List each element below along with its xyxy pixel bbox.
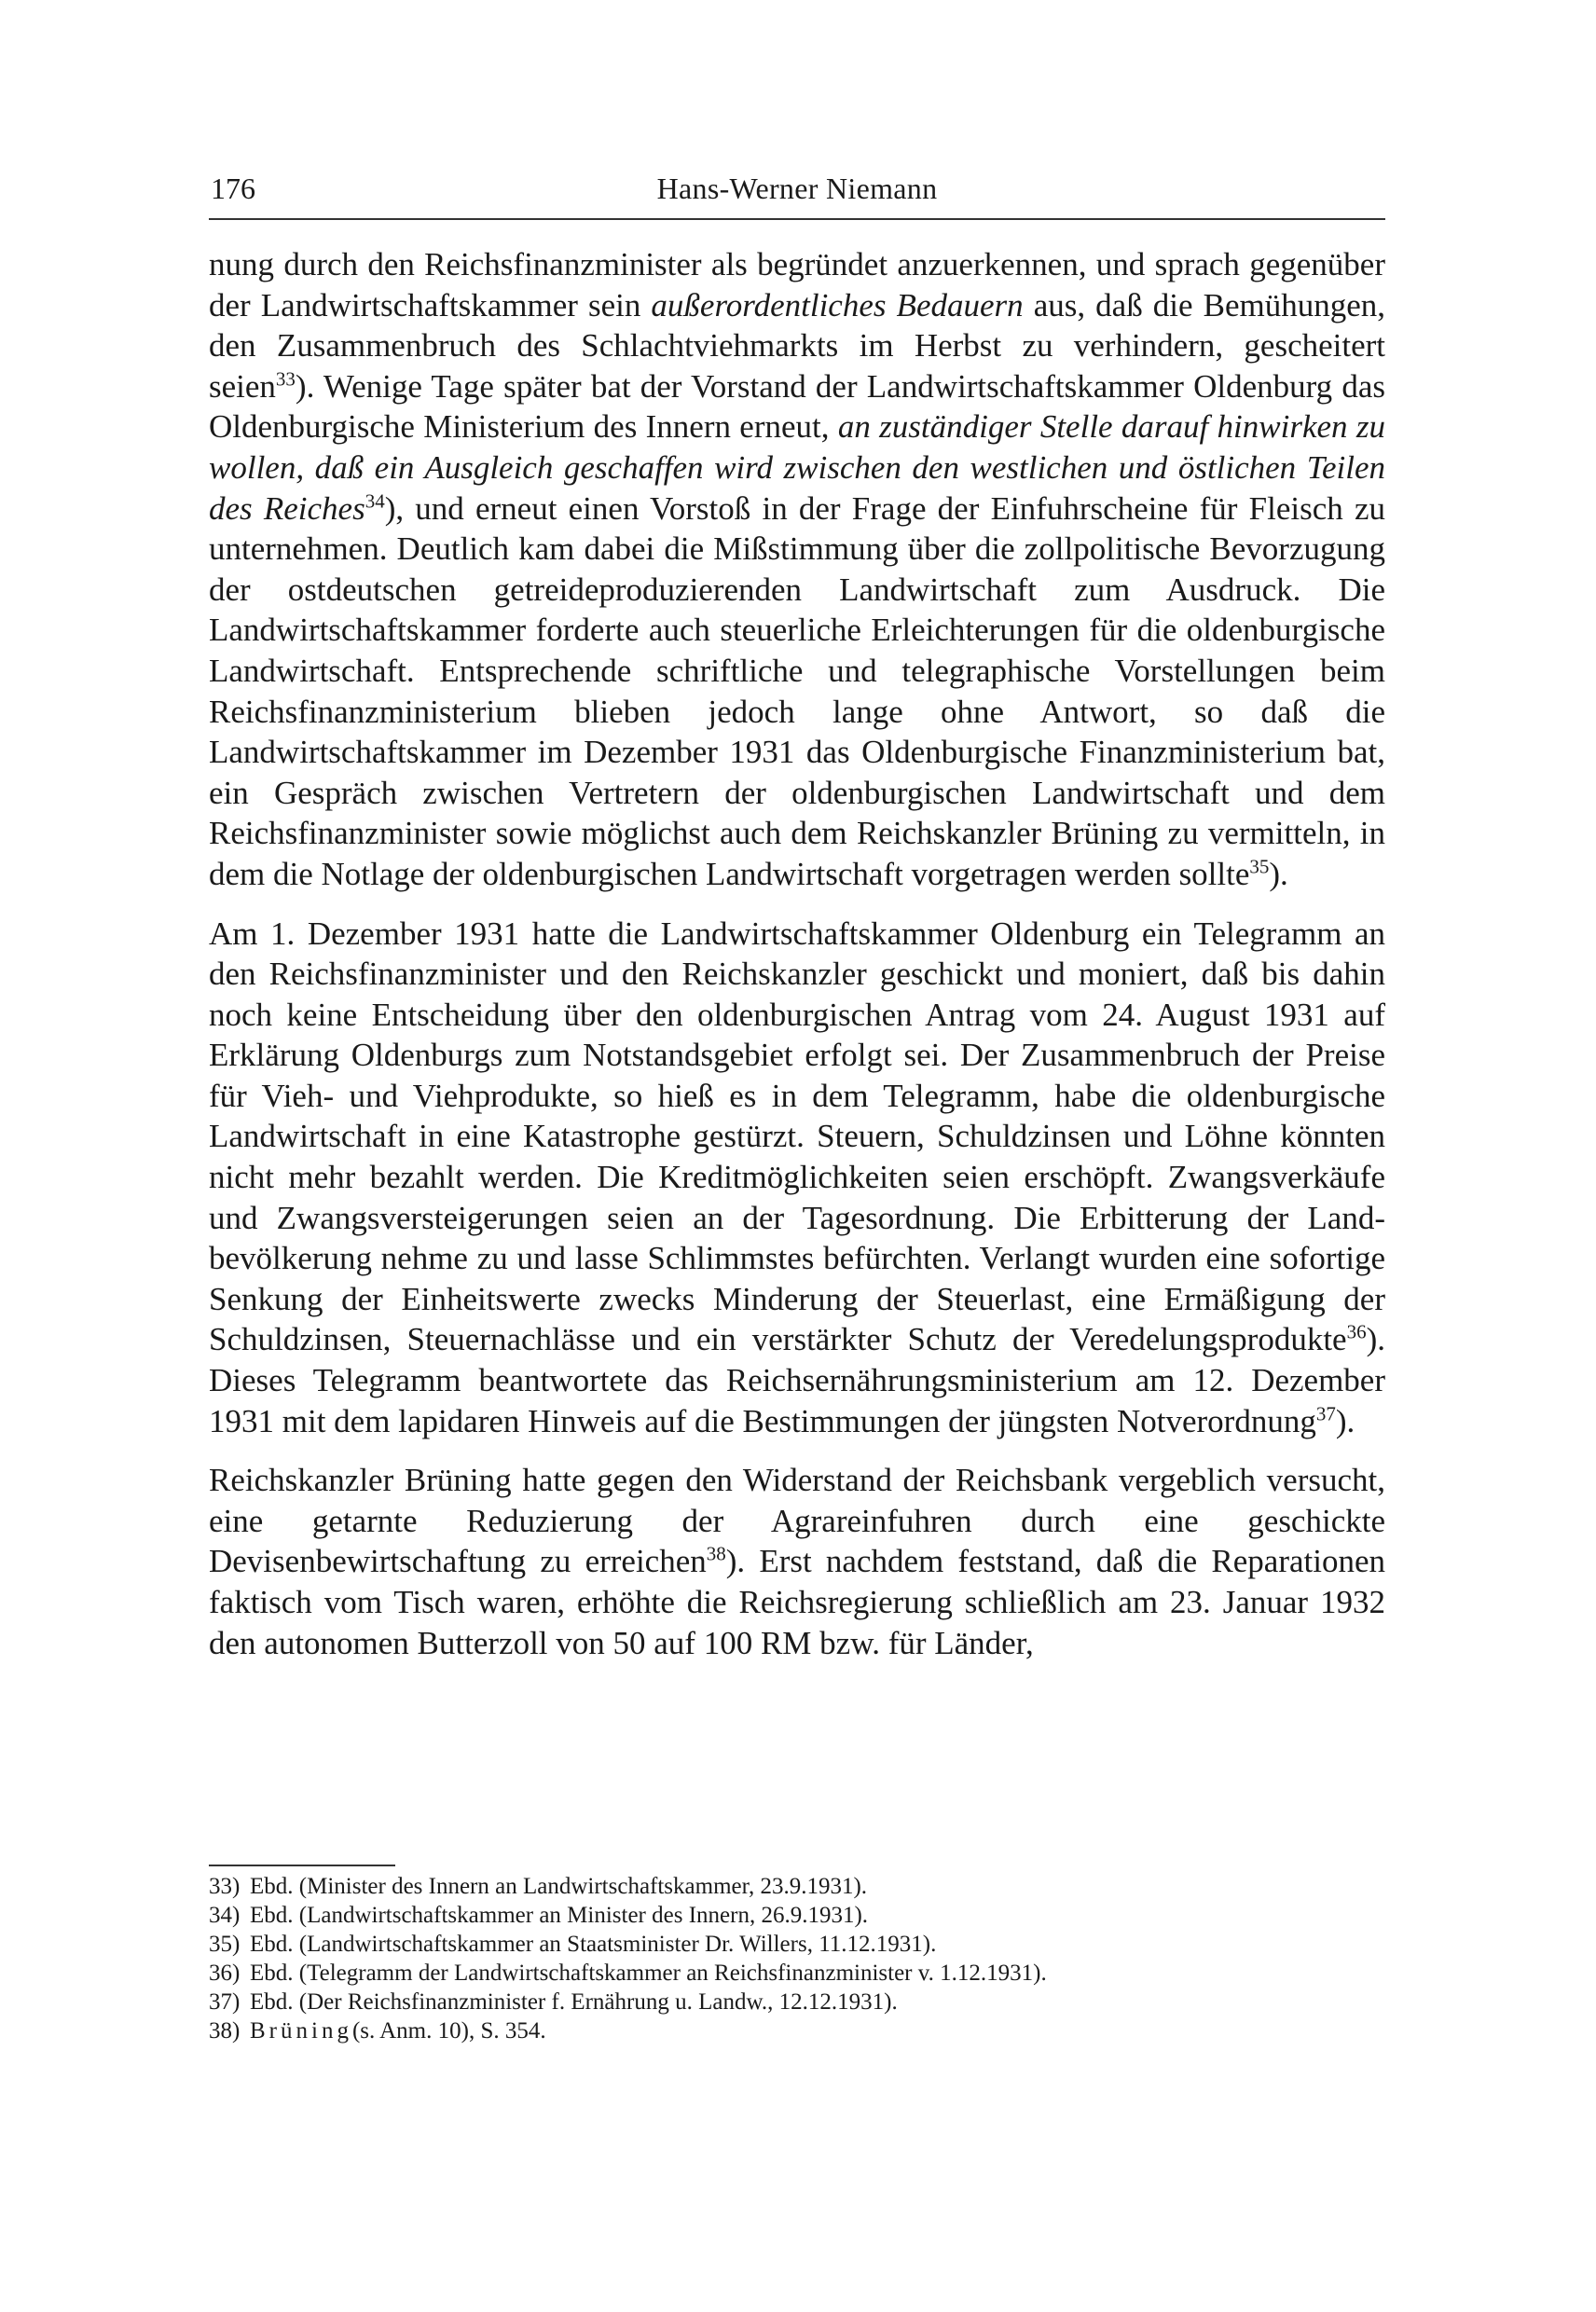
text-run: ), und erneut einen Vorstoß in der Frage der Einfuhrscheine für Fleisch zu unternehmen. Deutlich kam dabei die Mißstimmung über die zollpolitische Bevorzugung der ostdeutschen getreideproduzierenden Landwirtschaft zum Ausdruck. Die Landwirtschaftskammer forderte auch steuerliche Erleichterungen für die oldenburgische Landwirtschaft. Entsprechende schriftliche und telegraphische Vorstellungen beim Reichsfinanzministerium blieben jedoch lange ohne Antwort, so daß die Landwirtschaftskammer im Dezember 1931 das Oldenburgische Finanzministerium bat, ein Gespräch zwischen Vertretern der oldenburgischen Landwirtschaft und dem Reichsfinanzminister sowie möglichst auch dem Reichskanzler Brüning zu vermitteln, in dem die Notlage der oldenburgischen Landwirtschaft vorgetragen werden sollte (209, 489, 1385, 892)
footnote (209, 1901, 1385, 1930)
main-text (209, 244, 1385, 1682)
text-run: ). Wenige Tage später bat der Vorstand der Landwirtschaftskammer Oldenburg das Oldenburgische Ministerium des Innern erneut, (209, 367, 1385, 446)
italic-quote: an zuständiger Stelle darauf hinwirken zu wollen, daß ein Ausgleich geschaffen wird zwischen den westlichen und östlichen Teilen des Reiches (209, 408, 1385, 527)
footnote-text (250, 1959, 1047, 1988)
text-run: ). Erst nachdem feststand, daß die Reparationen faktisch vom Tisch waren, erhöhte die Reichsregierung schließlich am 23. Januar 1932 den autonomen Butterzoll von 50 auf 100 RM bzw. für Länder, (209, 1543, 1385, 1661)
header-rule (209, 218, 1385, 220)
footnote-marker[interactable]: 36 (1346, 1320, 1367, 1343)
footnote-body: Ebd. (Telegramm der Landwirtschaftskammer an Reichsfinanzminister v. 1.12.1931). (250, 1961, 1047, 1986)
paragraph (209, 244, 1385, 895)
footnote-text (250, 2016, 546, 2045)
paragraph (209, 914, 1385, 1442)
footnote-text (250, 1901, 868, 1930)
footnote-body: Ebd. (Der Reichsfinanzminister f. Ernährung u. Landw., 12.12.1931). (250, 1989, 898, 2015)
paragraph (209, 1460, 1385, 1663)
footnote-number: 33) (209, 1874, 241, 1899)
footnote-rule (209, 1865, 395, 1866)
footnote-body: (s. Anm. 10), S. 354. (351, 2018, 546, 2044)
footnote-author: Brüning (250, 2018, 352, 2044)
footnote (209, 1988, 1385, 2016)
footnote-text (250, 1872, 867, 1901)
footnote-marker[interactable]: 35 (1249, 855, 1270, 878)
page-header (209, 166, 1385, 211)
footnote-marker[interactable]: 37 (1315, 1402, 1336, 1425)
footnote-body: Ebd. (Landwirtschaftskammer an Staatsminister Dr. Willers, 11.12.1931). (250, 1932, 937, 1957)
footnote-text (250, 1930, 936, 1959)
footnote-body: Ebd. (Landwirtschaftskammer an Minister des Innern, 26.9.1931). (250, 1903, 869, 1928)
footnote-number: 38) (209, 2018, 241, 2044)
footnote-marker[interactable]: 33 (275, 367, 296, 391)
running-head: Hans-Werner Niemann (656, 172, 938, 205)
footnote-text (250, 1988, 898, 2016)
text-run: nung durch den Reichsfinanzminister als begründet anzuerkennen, und sprach gegenüber der Landwirtschaftskammer sein (209, 246, 1385, 323)
footnote-number: 35) (209, 1932, 241, 1957)
italic-quote: außerordentliches Bedauern (651, 286, 1024, 323)
text-run: ). Dieses Telegramm beantwortete das Reichsernährungsministerium am 12. Dezember 1931 mit dem lapidaren Hinweis auf die Bestimmungen der jüngsten Notverordnung (209, 1321, 1385, 1439)
text-run: Am 1. Dezember 1931 hatte die Landwirtschaftskammer Oldenburg ein Telegramm an den Reichsfinanzminister und den Reichskanzler geschickt und moniert, daß bis dahin noch keine Entscheidung über den oldenburgischen Antrag vom 24. August 1931 auf Erklärung Oldenburgs zum Notstandsgebiet erfolgt sei. Der Zusammenbruch der Preise für Vieh- und Viehprodukte, so hieß es in dem Telegramm, habe die oldenburgische Landwirtschaft in eine Katastrophe gestürzt. Steuern, Schuldzinsen und Löhne könnten nicht mehr bezahlt werden. Die Kreditmöglichkeiten seien erschöpft. Zwangsverkäufe und Zwangsversteigerungen seien an der Tagesordnung. Die Erbitterung der Landbevölkerung nehme zu und lasse Schlimmstes befürchten. Verlangt wurden eine sofortige Senkung der Einheitswerte zwecks Minderung der Steuerlast, eine Ermäßigung der Schuldzinsen, Steuernachlässe und ein verstärkter Schutz der Veredelungsprodukte (209, 915, 1385, 1358)
page-number: 176 (211, 172, 255, 205)
footnote-number: 34) (209, 1903, 241, 1928)
footnote (209, 1872, 1385, 1901)
footnote-marker[interactable]: 34 (365, 489, 385, 512)
footnote (209, 1930, 1385, 1959)
footnote-marker[interactable]: 38 (706, 1542, 726, 1565)
footnote (209, 1959, 1385, 1988)
footnote-number: 37) (209, 1989, 241, 2015)
footnotes (209, 1872, 1385, 2045)
footnote-number: 36) (209, 1961, 241, 1986)
text-run: Reichskanzler Brüning hatte gegen den Widerstand der Reichsbank vergeblich versucht, eine getarnte Reduzierung der Agrareinfuhren durch eine geschickte Devisenbewirtschaftung zu erreichen (209, 1462, 1385, 1580)
text-run: ). (1269, 855, 1288, 892)
footnote-body: Ebd. (Minister des Innern an Landwirtschaftskammer, 23.9.1931). (250, 1874, 868, 1899)
text-run: ). (1335, 1402, 1355, 1439)
footnote (209, 2016, 1385, 2045)
text-run: aus, daß die Bemühungen, den Zusammenbruch des Schlachtviehmarkts im Herbst zu verhindern, gescheitert seien (209, 286, 1385, 405)
book-page (209, 0, 1385, 2312)
